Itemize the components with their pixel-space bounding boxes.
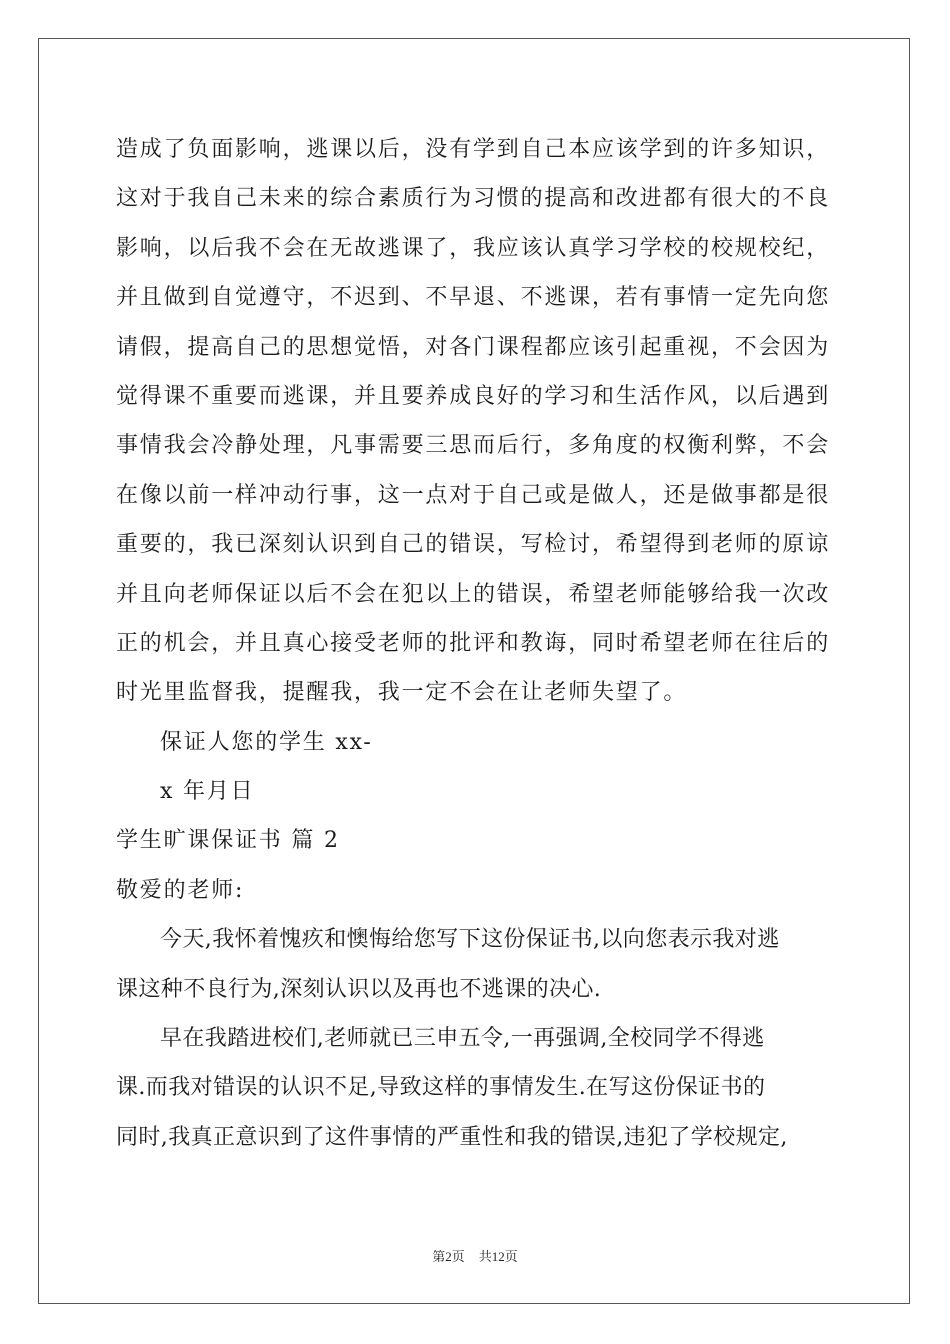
text-line: 这对于我自己未来的综合素质行为习惯的提高和改进都有很大的不良 bbox=[116, 186, 831, 212]
page-footer bbox=[0, 1246, 950, 1265]
date-line: x 年月日 bbox=[160, 779, 255, 805]
text-line: 重要的，我已深刻认识到自己的错误，写检讨，希望得到老师的原谅 bbox=[116, 532, 831, 558]
text-line: 事情我会冷静处理，凡事需要三思而后行，多角度的权衡利弊，不会 bbox=[116, 433, 831, 459]
text-line: 课这种不良行为,深刻认识以及再也不逃课的决心. bbox=[116, 976, 602, 1002]
text-line: 并且向老师保证以后不会在犯以上的错误，希望老师能够给我一次改 bbox=[116, 581, 831, 607]
text-line: 同时,我真正意识到了这件事情的严重性和我的错误,违犯了学校规定, bbox=[116, 1124, 788, 1150]
page-total: 共12页 bbox=[478, 1249, 518, 1264]
document-body bbox=[116, 125, 836, 1162]
text-line: 正的机会，并且真心接受老师的批评和教诲，同时希望老师在往后的 bbox=[116, 630, 831, 656]
text-line: 并且做到自觉遵守，不迟到、不早退、不逃课，若有事情一定先向您 bbox=[116, 285, 831, 311]
text-line: 影响，以后我不会在无故逃课了，我应该认真学习学校的校规校纪， bbox=[116, 235, 831, 261]
text-line: 请假，提高自己的思想觉悟，对各门课程都应该引起重视，不会因为 bbox=[116, 334, 831, 360]
text-line: 课.而我对错误的认识不足,导致这样的事情发生.在写这份保证书的 bbox=[116, 1075, 766, 1101]
text-line: 在像以前一样冲动行事，这一点对于自己或是做人，还是做事都是很 bbox=[116, 482, 831, 508]
text-line: 造成了负面影响，逃课以后，没有学到自己本应该学到的许多知识， bbox=[116, 137, 831, 162]
text-line: 觉得课不重要而逃课，并且要养成良好的学习和生活作风，以后遇到 bbox=[116, 383, 831, 409]
page-number: 第2页 bbox=[432, 1249, 465, 1264]
text-line: 早在我踏进校们,老师就已三申五令,一再强调,全校同学不得逃 bbox=[160, 1026, 765, 1052]
section-heading: 学生旷课保证书 篇 2 bbox=[116, 828, 340, 854]
salutation: 敬爱的老师: bbox=[116, 877, 245, 903]
text-line: 时光里监督我，提醒我，我一定不会在让老师失望了。 bbox=[116, 680, 688, 706]
signature-line: 保证人您的学生 xx- bbox=[160, 729, 373, 755]
text-line: 今天,我怀着愧疚和懊悔给您写下这份保证书,以向您表示我对逃 bbox=[160, 927, 780, 953]
